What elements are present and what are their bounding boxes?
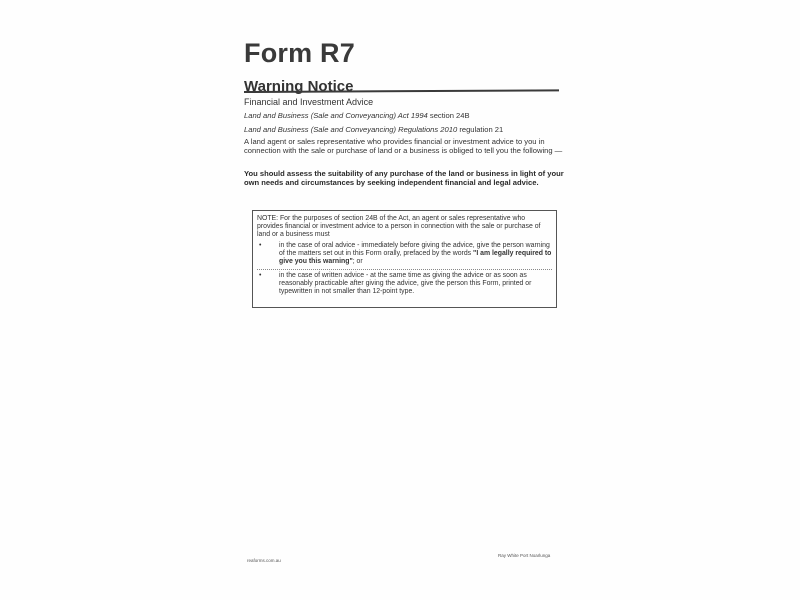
note-list bbox=[257, 242, 552, 296]
advice-statement: You should assess the suitability of any purchase of the land or business in light of your own needs and circumstances by seeking independent financial and legal advice. bbox=[244, 169, 564, 188]
act-reference bbox=[244, 111, 470, 120]
note-item-body: in the case of oral advice - immediately before giving the advice, give the person warning of the matters set out in this Form orally, prefaced by the words bbox=[279, 242, 550, 257]
footer-agency: Ray White Port Noarlunga bbox=[498, 553, 551, 558]
note-intro: NOTE: For the purposes of section 24B of the Act, an agent or sales representative who provides financial or investment advice to a person in connection with the sale or purchase of land or a business must bbox=[257, 215, 541, 238]
note-item-quote: "I am legally required to give you this warning" bbox=[279, 250, 552, 265]
note-item-text bbox=[279, 272, 552, 296]
note-item-tail: ; or bbox=[352, 258, 363, 265]
obligation-paragraph: A land agent or sales representative who provides financial or investment advice to you in connection with the sale or purchase of land or a business is obliged to tell you the following — bbox=[244, 137, 563, 155]
warning-notice-heading: Warning Notice bbox=[244, 78, 354, 95]
regulation-reference bbox=[244, 125, 503, 134]
footer-source: reaforms.com.au bbox=[247, 558, 281, 563]
bullet-icon: • bbox=[259, 242, 262, 249]
note-box bbox=[252, 210, 557, 308]
list-item bbox=[257, 269, 552, 296]
act-reference-title: Land and Business (Sale and Conveyancing) Act 1994 bbox=[244, 111, 428, 120]
form-title: Form R7 bbox=[244, 38, 355, 68]
act-reference-section: section 24B bbox=[427, 111, 470, 120]
heading-underline bbox=[244, 89, 559, 93]
note-item-text bbox=[279, 242, 552, 266]
note-item-body: in the case of written advice - at the same time as giving the advice or as soon as reasonably practicable after giving the advice, give the person this Form, printed or typewritten in not smaller than 12-point type. bbox=[279, 272, 532, 295]
bullet-icon: • bbox=[259, 272, 262, 279]
list-item bbox=[257, 242, 552, 266]
regulation-reference-title: Land and Business (Sale and Conveyancing) Regulations 2010 bbox=[244, 125, 458, 134]
regulation-reference-section: regulation 21 bbox=[457, 125, 504, 134]
subheading: Financial and Investment Advice bbox=[244, 97, 374, 107]
